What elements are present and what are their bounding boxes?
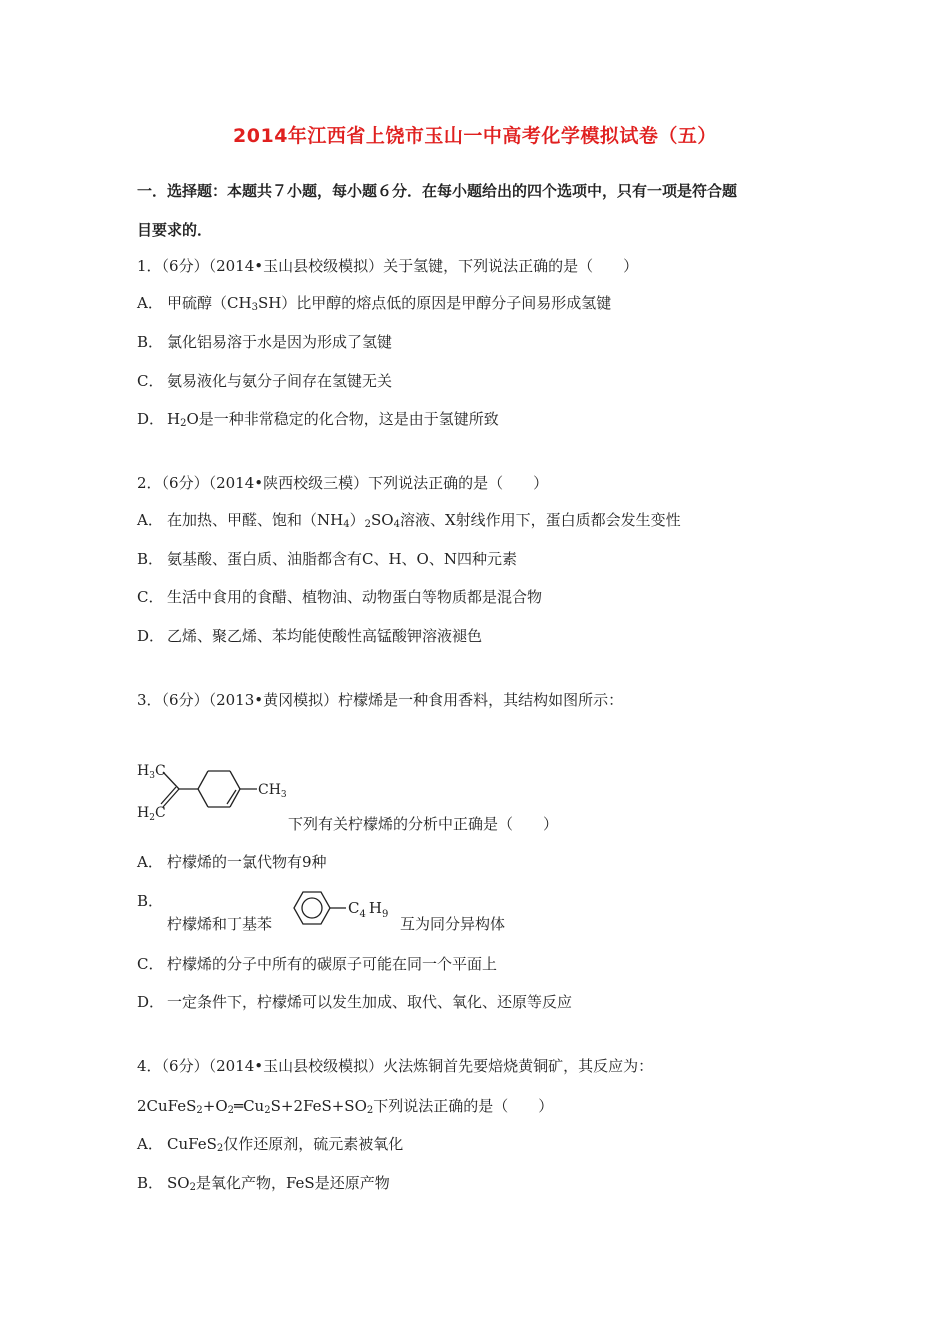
option-letter: B．	[137, 550, 164, 568]
ch3-label: $CH_3$	[258, 782, 287, 800]
subscript: 2	[264, 1105, 271, 1116]
option-text: 甲硫醇（CH	[167, 294, 252, 312]
subscript: 4	[393, 519, 400, 530]
question-3-stem: 3．（6分）（2013•黄冈模拟）柠檬烯是一种食用香料，其结构如图所示：	[137, 691, 624, 709]
equation-text: ═Cu	[234, 1097, 265, 1115]
option-letter: B．	[137, 892, 164, 910]
option-letter: B．	[137, 333, 164, 351]
question-4-equation	[137, 1095, 553, 1116]
option-text: O是一种非常稳定的化合物，这是由于氢键所致	[186, 410, 499, 428]
option-text: 柠檬烯的一氯代物有9种	[167, 853, 327, 871]
option-letter: C．	[137, 588, 164, 606]
option-letter: D．	[137, 410, 165, 428]
q1-option-a	[137, 292, 611, 313]
option-text: 氨基酸、蛋白质、油脂都含有C、H、O、N四种元素	[167, 550, 517, 568]
question-3-stem-continued: 下列有关柠檬烯的分析中正确是（ ）	[288, 815, 559, 833]
h3c-label: $H_3C$	[137, 763, 166, 781]
equation-text: +O	[202, 1097, 228, 1115]
subscript: 2	[189, 1182, 196, 1193]
option-letter: B．	[137, 1174, 164, 1192]
option-letter: C．	[137, 372, 164, 390]
subscript: 2	[180, 418, 187, 429]
option-letter: A．	[137, 853, 163, 871]
h2c-label: $H_2C$	[137, 805, 166, 823]
q3-option-d	[137, 991, 572, 1012]
q1-option-b	[137, 331, 392, 352]
option-letter: D．	[137, 627, 165, 645]
q3-option-b-continued	[400, 913, 505, 934]
option-text: ）	[349, 511, 365, 529]
subscript: 3	[251, 302, 258, 313]
q2-option-a	[137, 509, 681, 530]
q3-option-b-letter	[137, 890, 167, 911]
option-letter: A．	[137, 1135, 163, 1153]
option-text: H	[167, 410, 181, 428]
q4-option-a	[137, 1133, 403, 1154]
equation-text: 下列说法正确的是（ ）	[373, 1097, 554, 1115]
q2-option-b	[137, 548, 517, 569]
question-4-stem: 4．（6分）（2014•玉山县校级模拟）火法炼铜首先要焙烧黄铜矿，其反应为：	[137, 1057, 654, 1075]
option-text: 柠檬烯和丁基苯	[167, 915, 273, 933]
option-text: 溶液、X射线作用下，蛋白质都会发生变性	[399, 511, 681, 529]
section-heading-line2: 目要求的．	[137, 221, 213, 239]
option-letter: D．	[137, 993, 165, 1011]
question-1-stem: 1．（6分）（2014•玉山县校级模拟）关于氢键，下列说法正确的是（ ）	[137, 257, 639, 275]
limonene-structure-diagram	[135, 755, 295, 825]
subscript: 2	[227, 1105, 235, 1116]
c4h9-label: $C_4$ $H_9$	[348, 899, 389, 920]
q1-option-d	[137, 408, 499, 429]
equation-text: S+2FeS+SO	[270, 1097, 367, 1115]
option-text: 仅作还原剂，硫元素被氧化	[223, 1135, 404, 1153]
question-2-stem: 2．（6分）（2014•陕西校级三模）下列说法正确的是（ ）	[137, 474, 549, 492]
q2-option-c	[137, 586, 542, 607]
subscript: 4	[343, 519, 350, 530]
option-text: 乙烯、聚乙烯、苯均能使酸性高锰酸钾溶液褪色	[167, 627, 483, 645]
subscript: 2	[366, 1105, 374, 1116]
option-text: CuFeS	[167, 1135, 217, 1153]
page-title: 2014年江西省上饶市玉山一中高考化学模拟试卷（五）	[233, 125, 717, 147]
option-letter: A．	[137, 511, 163, 529]
option-text: 在加热、甲醛、饱和（NH	[167, 511, 344, 529]
q4-option-b	[137, 1172, 390, 1193]
option-text: SO	[370, 511, 394, 529]
section-heading-line1: 一．选择题：本题共７小题，每小题６分．在每小题给出的四个选项中，只有一项是符合题	[137, 182, 738, 200]
option-text: 生活中食用的食醋、植物油、动物蛋白等物质都是混合物	[167, 588, 543, 606]
option-text: 一定条件下，柠檬烯可以发生加成、取代、氧化、还原等反应	[167, 993, 573, 1011]
q3-option-c	[137, 953, 497, 974]
option-letter: C．	[137, 955, 164, 973]
butylbenzene-structure-diagram	[284, 884, 404, 934]
option-letter: A．	[137, 294, 163, 312]
q3-option-a	[137, 851, 327, 872]
equation-text: 2CuFeS	[137, 1097, 197, 1115]
q1-option-c	[137, 370, 392, 391]
q3-option-b	[167, 913, 272, 934]
option-text: 互为同分异构体	[400, 915, 506, 933]
subscript: 2	[364, 519, 371, 530]
subscript: 2	[216, 1143, 224, 1154]
subscript: 2	[196, 1105, 203, 1116]
option-text: 氯化铝易溶于水是因为形成了氢键	[167, 333, 393, 351]
option-text: 是氧化产物，FeS是还原产物	[195, 1174, 390, 1192]
q2-option-d	[137, 625, 482, 646]
option-text: SH）比甲醇的熔点低的原因是甲醇分子间易形成氢键	[257, 294, 612, 312]
option-text: 氨易液化与氨分子间存在氢键无关	[167, 372, 393, 390]
option-text: 柠檬烯的分子中所有的碳原子可能在同一个平面上	[167, 955, 498, 973]
option-text: SO	[167, 1174, 190, 1192]
